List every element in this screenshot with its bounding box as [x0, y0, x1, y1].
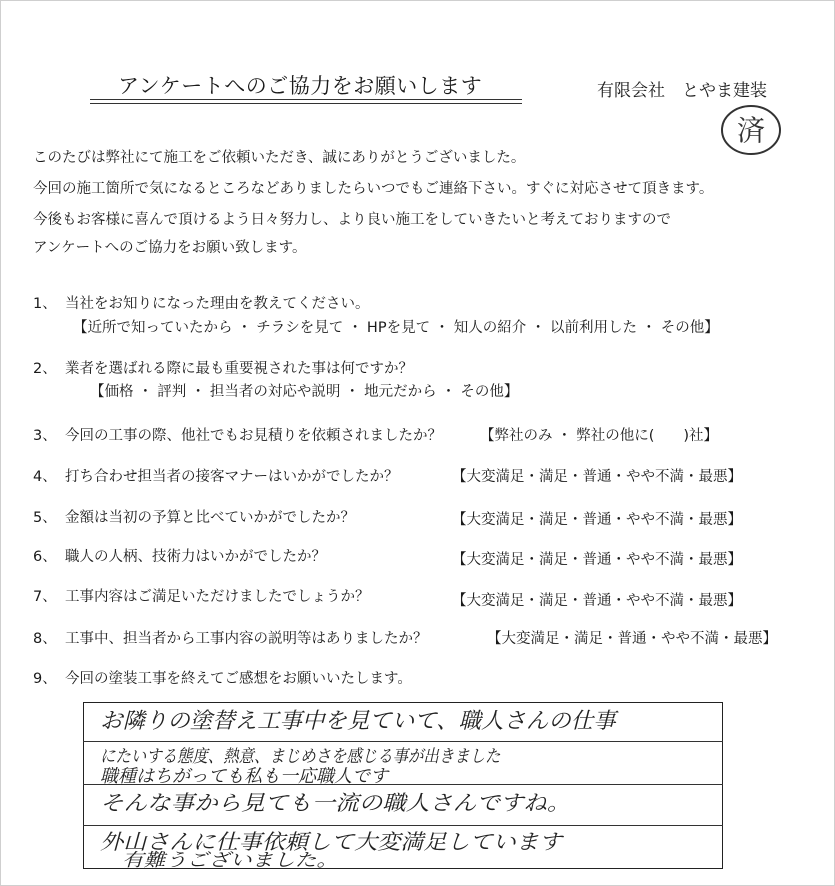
- answer-options: 【大変満足・満足・普通・やや不満・最悪】: [452, 593, 742, 609]
- question-text: 今回の塗装工事を終えてご感想をお願いいたします。: [65, 671, 412, 687]
- title-underline-2: [90, 103, 522, 104]
- question-number: 8、: [33, 631, 57, 647]
- question-text: 当社をお知りになった理由を教えてください。: [65, 296, 370, 312]
- intro-line-3: 今後もお客様に喜んで頂けるよう日々努力し、より良い施工をしていきたいと考えておりますので: [33, 212, 671, 228]
- handwritten-line-6: 有難うございました。: [122, 850, 338, 871]
- question-number: 4、: [33, 469, 57, 485]
- page-title: アンケートへのご協力をお願いします: [118, 74, 483, 98]
- answer-options: 【弊社のみ ・ 弊社の他に( )社】: [480, 428, 719, 444]
- handwritten-line-5: 外山さんに仕事依頼して大変満足しています: [100, 830, 562, 854]
- question-text: 打ち合わせ担当者の接客マナーはいかがでしたか？: [65, 469, 399, 485]
- question-text: 職人の人柄、技術力はいかがでしたか？: [65, 549, 326, 565]
- intro-line-2: 今回の施工箇所で気になるところなどありましたらいつでもご連絡下さい。すぐに対応させて頂きます。: [33, 181, 714, 197]
- question-text: 今回の工事の際、他社でもお見積りを依頼されましたか？: [65, 428, 442, 444]
- question-number: 6、: [33, 549, 57, 565]
- question-number: 3、: [33, 428, 57, 444]
- title-underline: [90, 99, 522, 100]
- answer-options: 【大変満足・満足・普通・やや不満・最悪】: [487, 631, 777, 647]
- question-number: 2、: [33, 361, 57, 377]
- question-number: 1、: [33, 296, 57, 312]
- intro-line-4: アンケートへのご協力をお願い致します。: [33, 240, 307, 256]
- answer-options: 【大変満足・満足・普通・やや不満・最悪】: [452, 469, 742, 485]
- handwritten-line-1: お隣りの塗替え工事中を見ていて、職人さんの仕事: [100, 709, 616, 734]
- answer-options: 【価格 ・ 評判 ・ 担当者の対応や説明 ・ 地元だから ・ その他】: [90, 384, 519, 400]
- question-text: 工事内容はご満足いただけましたでしょうか？: [65, 589, 370, 605]
- answer-options: 【大変満足・満足・普通・やや不満・最悪】: [452, 552, 742, 568]
- question-text: 工事中、担当者から工事内容の説明等はありましたか？: [65, 631, 428, 647]
- question-number: 9、: [33, 671, 57, 687]
- answer-options: 【近所で知っていたから ・ チラシを見て ・ HPを見て ・ 知人の紹介 ・ 以前利用した ・ その他】: [73, 320, 719, 336]
- company-name: 有限会社 とやま建装: [597, 81, 767, 101]
- question-number: 7、: [33, 589, 57, 605]
- question-text: 金額は当初の予算と比べていかがでしたか？: [65, 510, 355, 526]
- question-text: 業者を選ばれる際に最も重要視された事は何ですか？: [65, 361, 413, 377]
- answer-options: 【大変満足・満足・普通・やや不満・最悪】: [452, 512, 742, 528]
- ruled-line: [83, 741, 723, 742]
- handwritten-line-3: 職種はちがっても私も一応職人です: [100, 766, 388, 787]
- completed-stamp: [720, 104, 782, 156]
- question-number: 5、: [33, 510, 57, 526]
- handwritten-line-2: にたいする態度、熱意、まじめさを感じる事が出きました: [100, 747, 501, 767]
- intro-line-1: このたびは弊社にて施工をご依頼いただき、誠にありがとうございました。: [33, 150, 526, 166]
- handwritten-line-4: そんな事から見ても一流の職人さんですね。: [100, 791, 571, 815]
- svg-text:済: 済: [736, 114, 766, 147]
